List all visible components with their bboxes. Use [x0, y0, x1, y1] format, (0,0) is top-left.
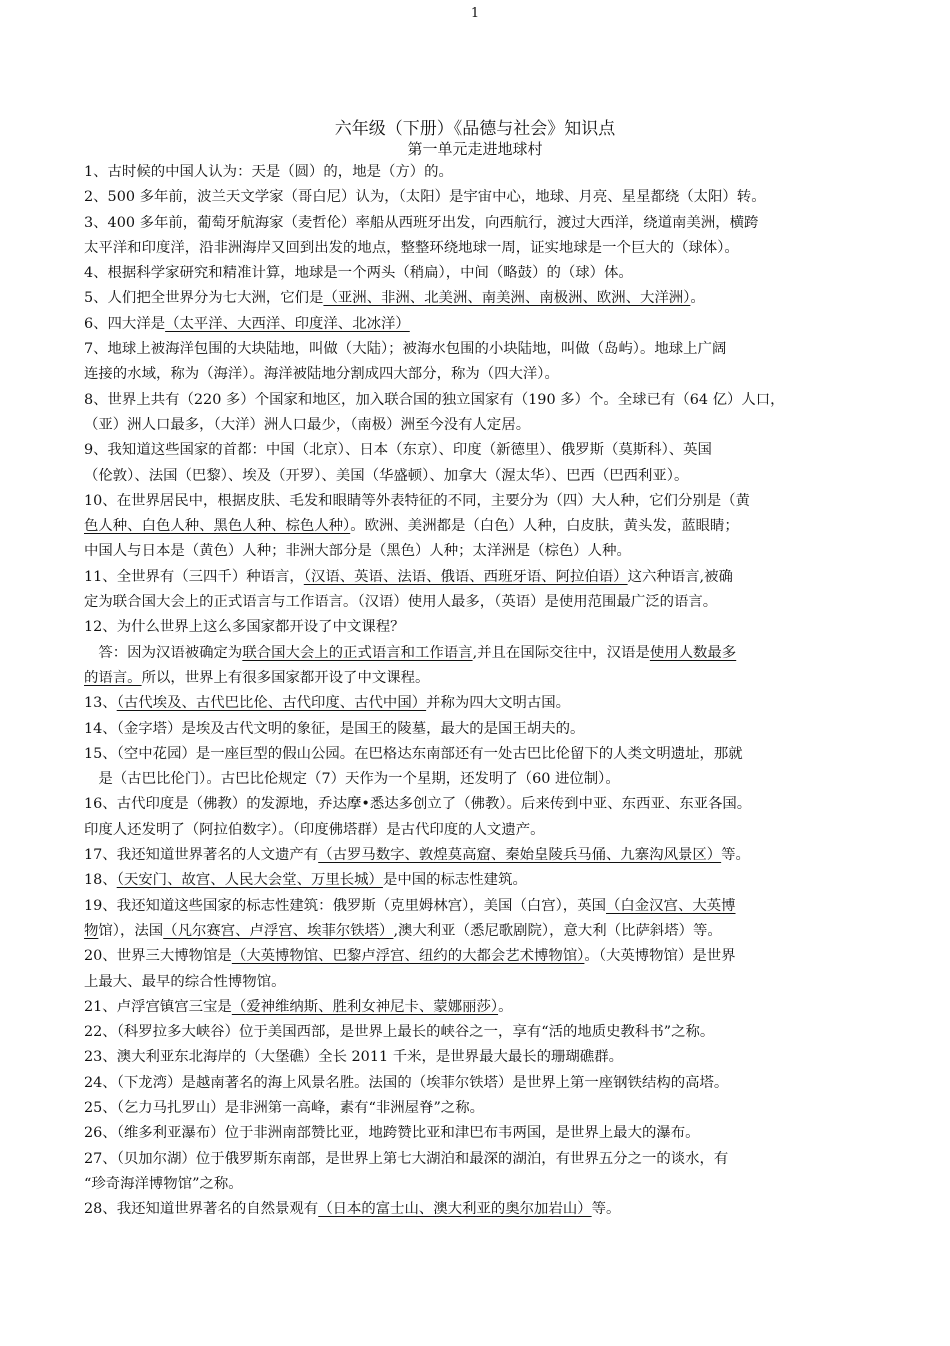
text-line: [84, 767, 890, 792]
text-segment: “珍奇海洋博物馆”之称。: [84, 1175, 243, 1192]
text-line: [84, 362, 890, 387]
text-segment: 19、我还知道这些国家的标志性建筑：俄罗斯（克里姆林宫），美国（白宫），英国: [84, 897, 606, 914]
page-number: 1: [470, 6, 480, 21]
text-line: [84, 717, 890, 742]
text-line: [84, 261, 890, 286]
text-segment: 定为联合国大会上的正式语言与工作语言。（汉语）使用人最多，（英语）是使用范围最广泛的语言。: [84, 594, 718, 611]
text-line: [84, 236, 890, 261]
text-segment: ,澳大利亚（悉尼歌剧院），意大利（比萨斜塔）等。: [393, 922, 722, 939]
text-segment: 4、根据科学家研究和精准计算，地球是一个两头（稍扁），中间（略鼓）的（球）体。: [84, 265, 633, 282]
text-segment: 印度人还发明了（阿拉伯数字）。（印度佛塔群）是古代印度的人文遗产。: [84, 821, 545, 838]
text-line: [84, 742, 890, 767]
text-segment: 这六种语言,被确: [627, 568, 733, 585]
text-segment: 。（大英博物馆）是世界: [584, 948, 736, 965]
text-line: [84, 944, 890, 969]
document-title: 六年级（下册）《品德与社会》知识点: [334, 119, 616, 139]
text-segment: 11、全世界有（三四千）种语言，: [84, 568, 304, 585]
underlined-answer: （古罗马数字、敦煌莫高窟、秦始皇陵兵马俑、九寨沟风景区）: [318, 847, 722, 864]
text-line: [84, 211, 890, 236]
text-line: [84, 514, 890, 539]
text-segment: 23、澳大利亚东北海岸的（大堡礁）全长 2011 千米，是世界最大最长的珊瑚礁群。: [84, 1049, 623, 1066]
text-segment: 21、卢浮宫镇宫三宝是: [84, 998, 232, 1015]
text-segment: 。: [498, 998, 513, 1015]
text-segment: （伦敦）、法国（巴黎）、埃及（开罗）、美国（华盛顿）、加拿大（渥太华）、巴西（巴西利亚）。: [84, 467, 689, 484]
text-line: [84, 1071, 890, 1096]
underlined-answer: （亚洲、非洲、北美洲、南美洲、南极洲、欧洲、大洋洲）: [323, 290, 691, 307]
text-segment: 7、地球上被海洋包围的大块陆地，叫做（大陆）；被海水包围的小块陆地，叫做（岛屿）。地球上广阔: [84, 341, 727, 358]
text-line: [84, 1020, 890, 1045]
text-segment: ,并且在国际交往中，汉语是: [472, 644, 650, 661]
underlined-answer: 色人种、白色人种、黑色人种、棕色人种）: [84, 518, 351, 535]
underlined-answer: （天安门、故宫、人民大会堂、万里长城）: [116, 872, 383, 889]
text-line: [84, 843, 890, 868]
text-segment: 太平洋和印度洋，沿非洲海岸又回到出发的地点，整整环绕地球一周，证实地球是一个巨大的（球体）。: [84, 239, 739, 256]
text-segment: 27、（贝加尔湖）位于俄罗斯东南部，是世界上第七大湖泊和最深的湖泊，有世界五分之一的谈水，有: [84, 1150, 729, 1167]
text-line: [84, 615, 890, 640]
text-segment: 22、（科罗拉多大峡谷）位于美国西部，是世界上最长的峡谷之一，享有“活的地质史教科书”之称。: [84, 1024, 715, 1041]
text-segment: 6、四大洋是: [84, 315, 166, 332]
text-line: [84, 1096, 890, 1121]
underlined-answer: 联合国大会上的正式语言和工作语言: [242, 644, 473, 661]
underlined-answer: 物: [84, 922, 99, 939]
text-segment: 是中国的标志性建筑。: [382, 872, 527, 889]
text-line: [84, 489, 890, 514]
text-segment: （亚）洲人口最多，（大洋）洲人口最少，（南极）洲至今没有人定居。: [84, 416, 531, 433]
unit-subtitle: 第一单元走进地球村: [407, 140, 543, 158]
text-segment: 15、（空中花园）是一座巨型的假山公园。在巴格达东南部还有一处古巴比伦留下的人类文明遗址，那就: [84, 745, 743, 762]
text-segment: 13、: [84, 695, 117, 712]
text-segment: 24、（下龙湾）是越南著名的海上风景名胜。法国的（埃菲尔铁塔）是世界上第一座钢铁结构的高塔。: [84, 1074, 729, 1091]
text-segment: 所以，世界上有很多国家都开设了中文课程。: [141, 669, 430, 686]
text-segment: 并称为四大文明古国。: [426, 695, 571, 712]
text-segment: 25、（乞力马扎罗山）是非洲第一高峰，素有“非洲屋脊”之称。: [84, 1099, 484, 1116]
text-segment: 3、400 多年前，葡萄牙航海家（麦哲伦）率船从西班牙出发，向西航行，渡过大西洋，绕道南美洲，横跨: [84, 214, 759, 231]
text-line: [84, 666, 890, 691]
text-line: [84, 388, 890, 413]
text-line: [84, 970, 890, 995]
text-segment: 5、人们把全世界分为七大洲，它们是: [84, 290, 324, 307]
text-segment: 答：因为汉语被确定为: [84, 644, 243, 661]
underlined-answer: （爱神维纳斯、胜利女神尼卡、蒙娜丽莎）: [231, 998, 499, 1015]
text-segment: 18、: [84, 872, 117, 889]
text-segment: 馆），法国: [98, 922, 164, 939]
underlined-answer: （大英博物馆、巴黎卢浮宫、纽约的大都会艺术博物馆）: [231, 948, 585, 965]
text-line: [84, 539, 890, 564]
text-segment: 12、为什么世界上这么多国家都开设了中文课程？: [84, 619, 405, 636]
text-segment: 20、世界三大博物馆是: [84, 948, 232, 965]
underlined-answer: （日本的富士山、澳大利亚的奥尔加岩山）: [318, 1201, 592, 1218]
text-line: [84, 894, 890, 919]
text-line: [84, 641, 890, 666]
text-line: [84, 691, 890, 716]
text-line: [84, 1147, 890, 1172]
text-line: [84, 438, 890, 463]
text-segment: 2、500 多年前，波兰天文学家（哥白尼）认为，（太阳）是宇宙中心，地球、月亮、星星都绕（太阳）转。: [84, 189, 766, 206]
text-segment: 9、我知道这些国家的首都：中国（北京）、日本（东京）、印度（新德里）、俄罗斯（莫斯科）、英国: [84, 442, 712, 459]
text-line: [84, 590, 890, 615]
underlined-answer: （汉语、英语、法语、俄语、西班牙语、阿拉伯语）: [303, 568, 628, 585]
text-segment: 10、在世界居民中，根据皮肤、毛发和眼睛等外表特征的不同，主要分为（四）大人种，它们分别是（黄: [84, 492, 750, 509]
text-line: [84, 919, 890, 944]
document-body: [84, 160, 890, 1222]
underlined-answer: （太平洋、大西洋、印度洋、北冰洋）: [165, 315, 410, 332]
text-line: [84, 818, 890, 843]
text-segment: 是（古巴比伦门）。古巴比伦规定（7）天作为一个星期，还发明了（60 进位制）。: [84, 771, 620, 788]
text-segment: 等。: [591, 1201, 621, 1218]
text-line: [84, 337, 890, 362]
underlined-answer: （古代埃及、古代巴比伦、古代印度、古代中国）: [116, 695, 427, 712]
text-line: [84, 286, 890, 311]
text-line: [84, 1121, 890, 1146]
text-line: [84, 160, 890, 185]
text-segment: 上最大、最早的综合性博物馆。: [84, 973, 286, 990]
text-segment: 16、古代印度是（佛教）的发源地，乔达摩•悉达多创立了（佛教）。后来传到中亚、东西亚、东亚各国。: [84, 796, 752, 813]
text-line: [84, 1045, 890, 1070]
text-segment: 8、世界上共有（220 多）个国家和地区，加入联合国的独立国家有（190 多）个。全球已有（64 亿）人口，: [84, 391, 785, 408]
text-line: [84, 792, 890, 817]
text-segment: 26、（维多利亚瀑布）位于非洲南部赞比亚，地跨赞比亚和津巴布韦两国，是世界上最大的瀑布。: [84, 1125, 700, 1142]
text-segment: 28、我还知道世界著名的自然景观有: [84, 1201, 319, 1218]
text-line: [84, 413, 890, 438]
text-segment: 。: [690, 290, 705, 307]
underlined-answer: 使用人数最多: [649, 644, 737, 661]
text-line: [84, 1197, 890, 1222]
underlined-answer: （白金汉宫、大英博: [605, 897, 736, 914]
text-line: [84, 312, 890, 337]
text-line: [84, 464, 890, 489]
text-segment: 等。: [721, 847, 750, 864]
text-segment: 14、（金字塔）是埃及古代文明的象征，是国王的陵墓，最大的是国王胡夫的。: [84, 720, 585, 737]
underlined-answer: 的语言。: [84, 669, 142, 686]
underlined-answer: （凡尔赛宫、卢浮宫、埃菲尔铁塔）: [163, 922, 394, 939]
text-segment: 。欧洲、美洲都是（白色）人种，白皮肤，黄头发，蓝眼睛；: [350, 518, 739, 535]
text-line: [84, 1172, 890, 1197]
text-line: [84, 185, 890, 210]
text-line: [84, 995, 890, 1020]
text-line: [84, 565, 890, 590]
text-segment: 中国人与日本是（黄色）人种；非洲大部分是（黑色）人种；太洋洲是（棕色）人种。: [84, 543, 631, 560]
text-segment: 连接的水域，称为（海洋）。海洋被陆地分割成四大部分，称为（四大洋）。: [84, 366, 559, 383]
text-line: [84, 868, 890, 893]
text-segment: 17、我还知道世界著名的人文遗产有: [84, 847, 319, 864]
text-segment: 1、古时候的中国人认为：天是（圆）的，地是（方）的。: [84, 164, 453, 180]
